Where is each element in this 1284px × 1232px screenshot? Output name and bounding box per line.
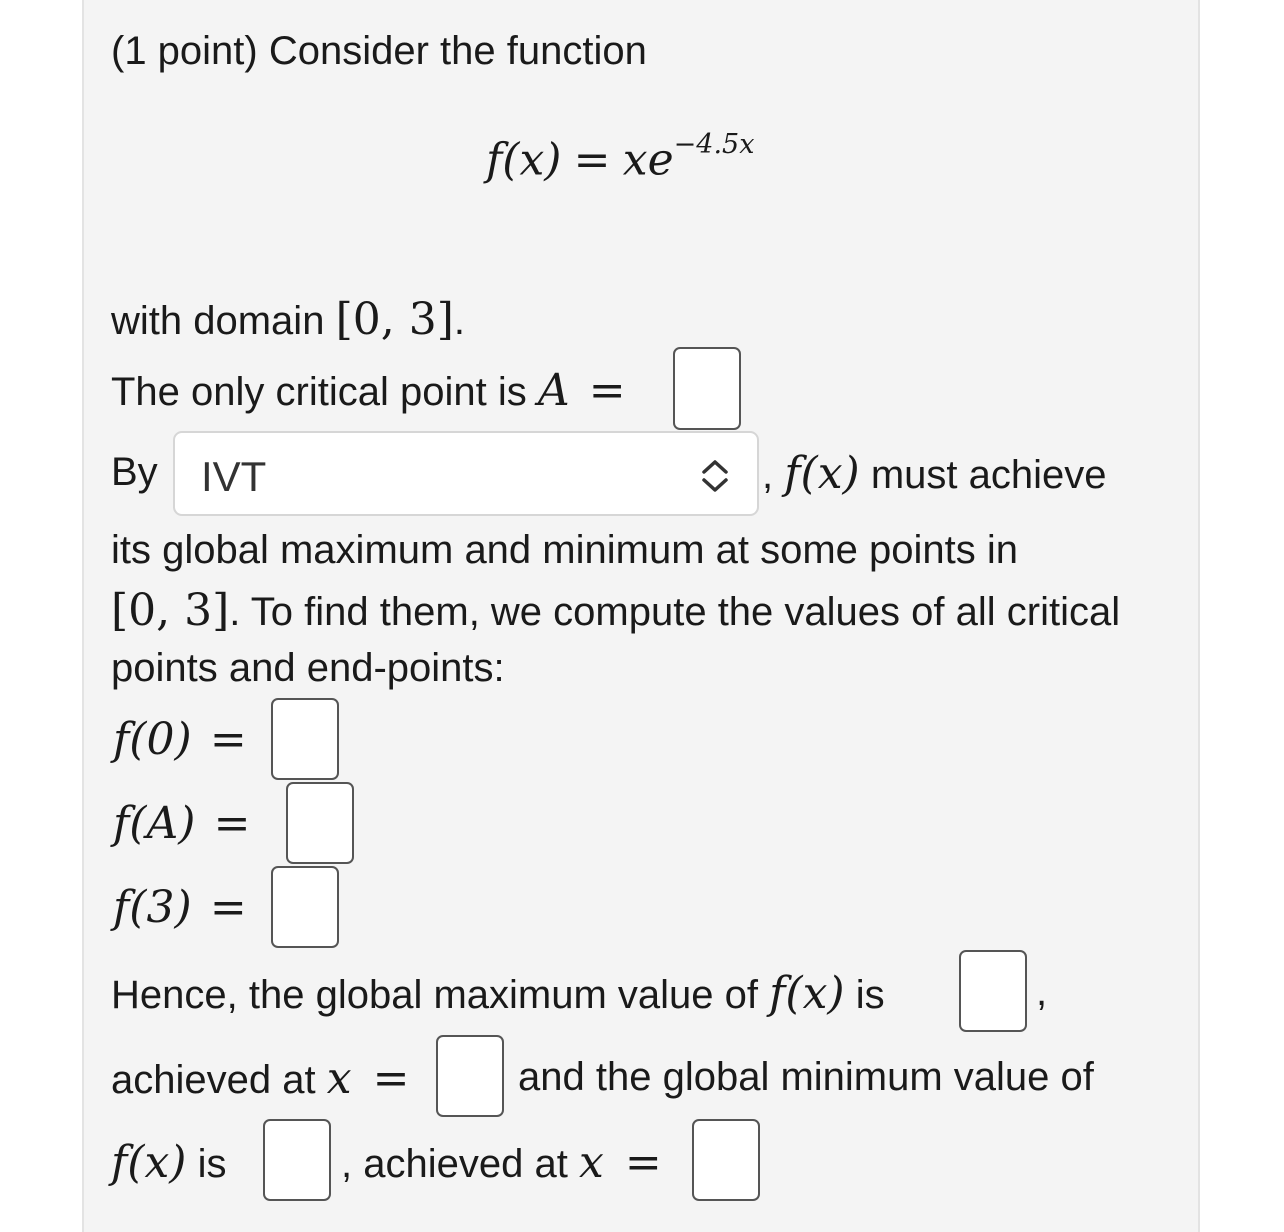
min-is: is [197, 1142, 227, 1186]
f3-eq: = [209, 882, 247, 933]
select-comma: , [762, 453, 774, 497]
hence-fx: f(x) [769, 968, 845, 1019]
f3-label: f(3) [113, 882, 192, 933]
must-achieve-line [762, 448, 1107, 499]
min-x: x [578, 1137, 604, 1188]
by-label: By [111, 450, 158, 494]
min-achieved-line [341, 1137, 662, 1188]
domain-label: with domain [111, 299, 325, 343]
min-achieved-text: , achieved at [341, 1142, 568, 1186]
global-min-value-input[interactable] [263, 1119, 331, 1201]
fx-label: f(x) [784, 448, 860, 499]
global-max-x-input[interactable] [436, 1035, 504, 1117]
domain-line [111, 294, 465, 345]
fA-line [113, 798, 251, 849]
formula-exponent: −4.5x [673, 129, 755, 160]
achieved-line [111, 1053, 410, 1104]
formula-lhs: f(x) [486, 134, 562, 186]
f0-input[interactable] [271, 698, 339, 780]
critical-point-input[interactable] [673, 347, 741, 430]
f3-input[interactable] [271, 866, 339, 948]
interval-2: [0, 3] [111, 585, 230, 636]
and-min-text: and the global minimum value of [518, 1055, 1094, 1099]
points-line: points and end-points: [111, 646, 505, 690]
global-line: its global maximum and minimum at some points in [111, 528, 1019, 572]
f0-line [113, 714, 247, 765]
problem-intro: (1 point) Consider the function [111, 29, 647, 73]
domain-end: . [453, 299, 465, 343]
achieved-eq: = [372, 1053, 410, 1104]
min-line [111, 1137, 227, 1188]
theorem-select[interactable] [173, 431, 759, 516]
formula-base: xe [622, 134, 674, 186]
fA-eq: = [213, 798, 251, 849]
critical-eq: = [588, 365, 626, 416]
f3-line [113, 882, 247, 933]
hence-line [111, 968, 885, 1019]
achieved-text: achieved at [111, 1058, 316, 1102]
f0-eq: = [209, 714, 247, 765]
hence-text: Hence, the global maximum value of [111, 973, 758, 1017]
min-eq: = [624, 1137, 662, 1188]
critical-line [111, 365, 626, 416]
critical-label: The only critical point is [111, 370, 527, 414]
chevron-updown-icon [701, 457, 729, 495]
function-formula [486, 129, 755, 186]
global-min-x-input[interactable] [692, 1119, 760, 1201]
theorem-select-value: IVT [201, 453, 267, 500]
critical-var: A [537, 365, 570, 416]
domain-interval: [0, 3] [335, 294, 454, 345]
must-achieve: must achieve [870, 453, 1107, 497]
fA-label: f(A) [113, 798, 196, 849]
min-fx: f(x) [111, 1137, 187, 1188]
hence-is: is [855, 973, 885, 1017]
hence-comma: , [1036, 970, 1048, 1014]
global-max-value-input[interactable] [959, 950, 1027, 1032]
achieved-x: x [326, 1053, 352, 1104]
tofind-line [111, 585, 1121, 636]
fA-input[interactable] [286, 782, 354, 864]
f0-label: f(0) [113, 714, 192, 765]
tofind-text: . To find them, we compute the values of all critical [229, 590, 1121, 634]
formula-eq: = [573, 134, 611, 186]
